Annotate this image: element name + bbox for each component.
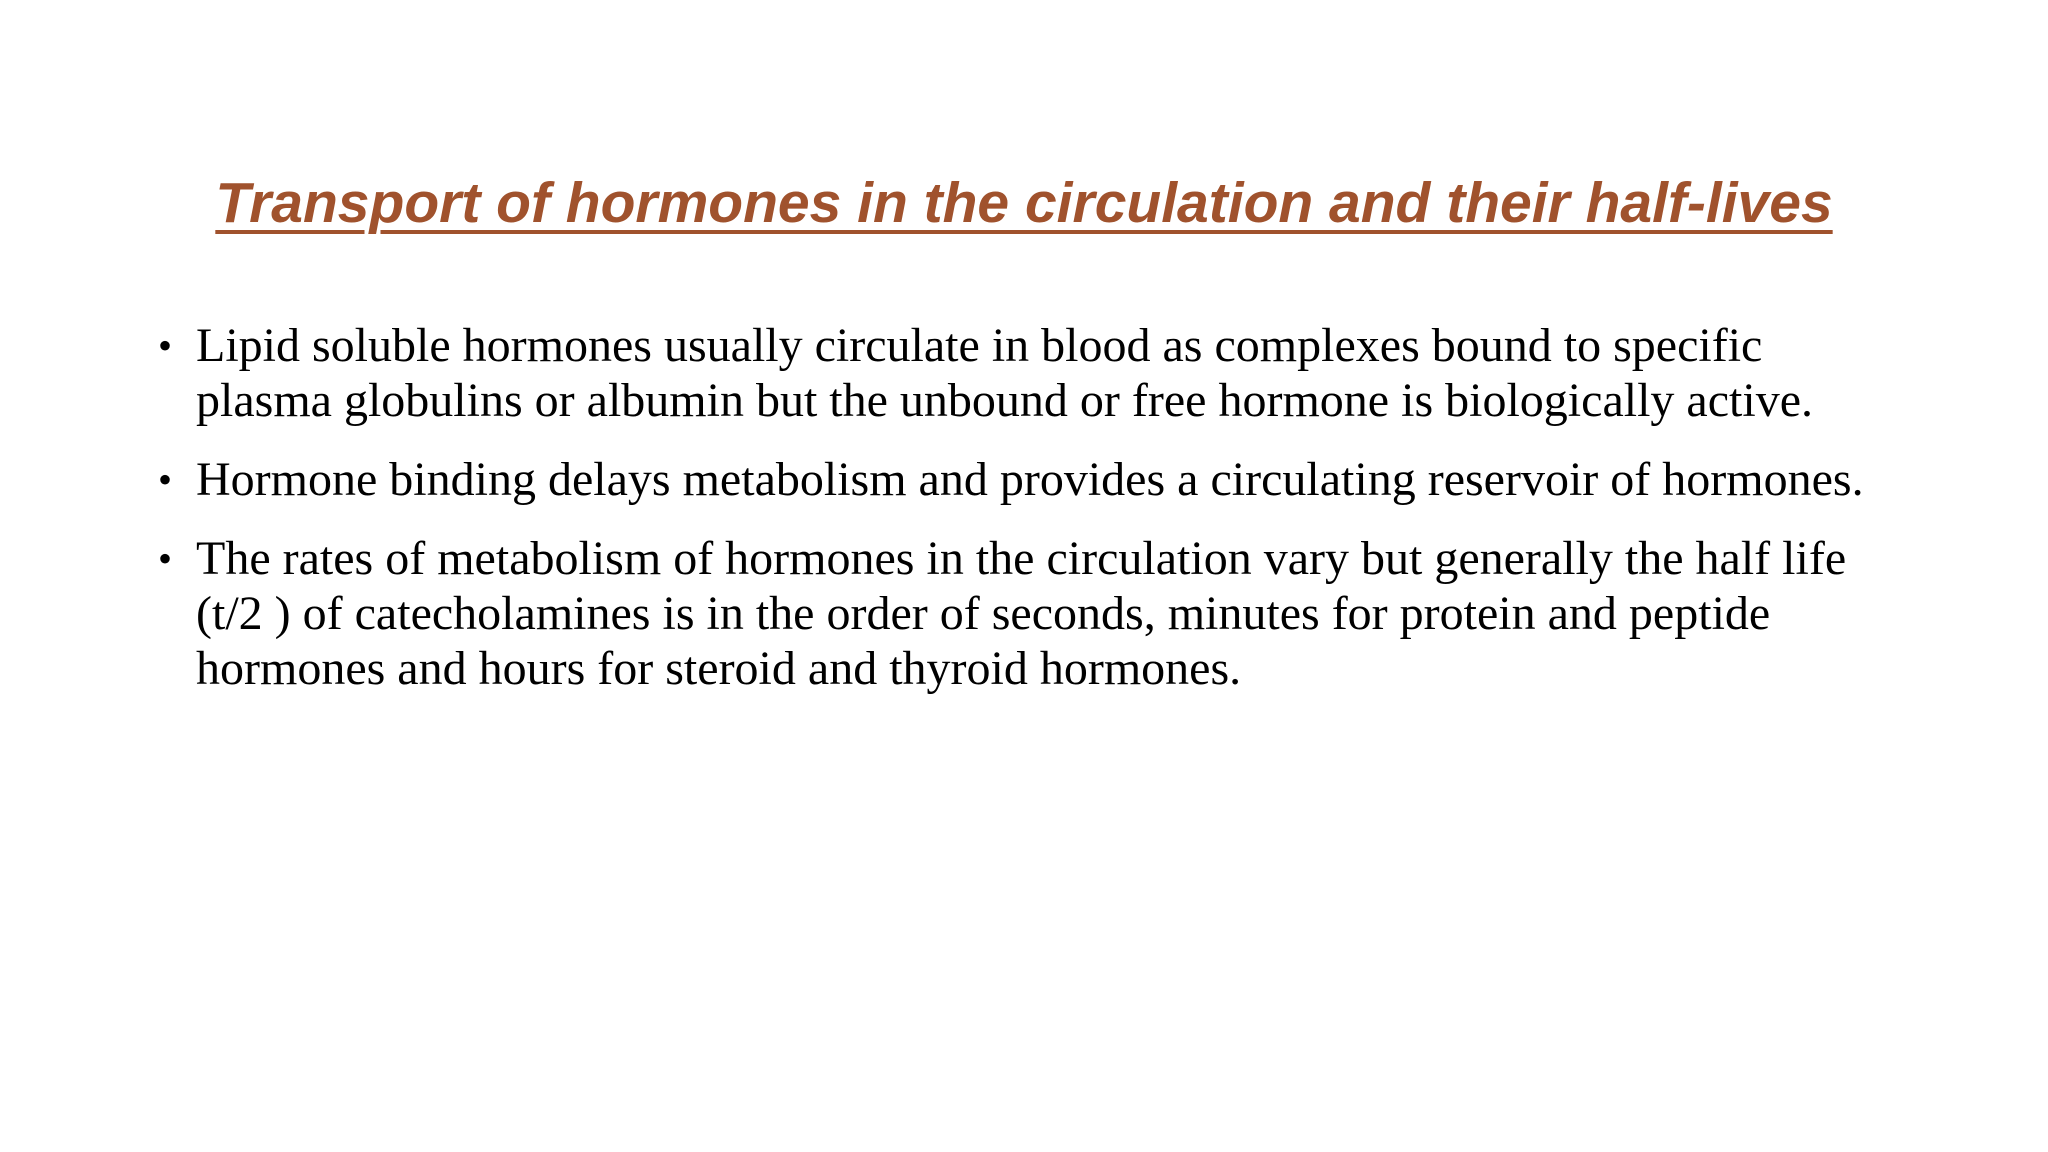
bullet-item-metabolism-rates [158, 531, 1898, 696]
bullet-text: The rates of metabolism of hormones in the circulation vary but generally the half life (t/2 ) of catecholamines is in the order of seconds, minutes for protein and peptide hormones and hours for steroid and thyroid hormones. [196, 532, 1847, 695]
bullet-dot-icon: • [158, 323, 173, 368]
slide-title: Transport of hormones in the circulation and their half-lives [215, 171, 1833, 235]
bullet-text: Lipid soluble hormones usually circulate in blood as complexes bound to specific plasma globulins or albumin but the unbound or free hormone is biologically active. [196, 319, 1813, 427]
bullet-dot-icon: • [158, 536, 173, 581]
bullet-list [158, 318, 1898, 720]
bullet-item-hormone-binding [158, 452, 1898, 507]
bullet-text: Hormone binding delays metabolism and provides a circulating reservoir of hormones. [196, 453, 1864, 506]
bullet-dot-icon: • [158, 457, 173, 502]
bullet-item-lipid-soluble [158, 318, 1898, 428]
